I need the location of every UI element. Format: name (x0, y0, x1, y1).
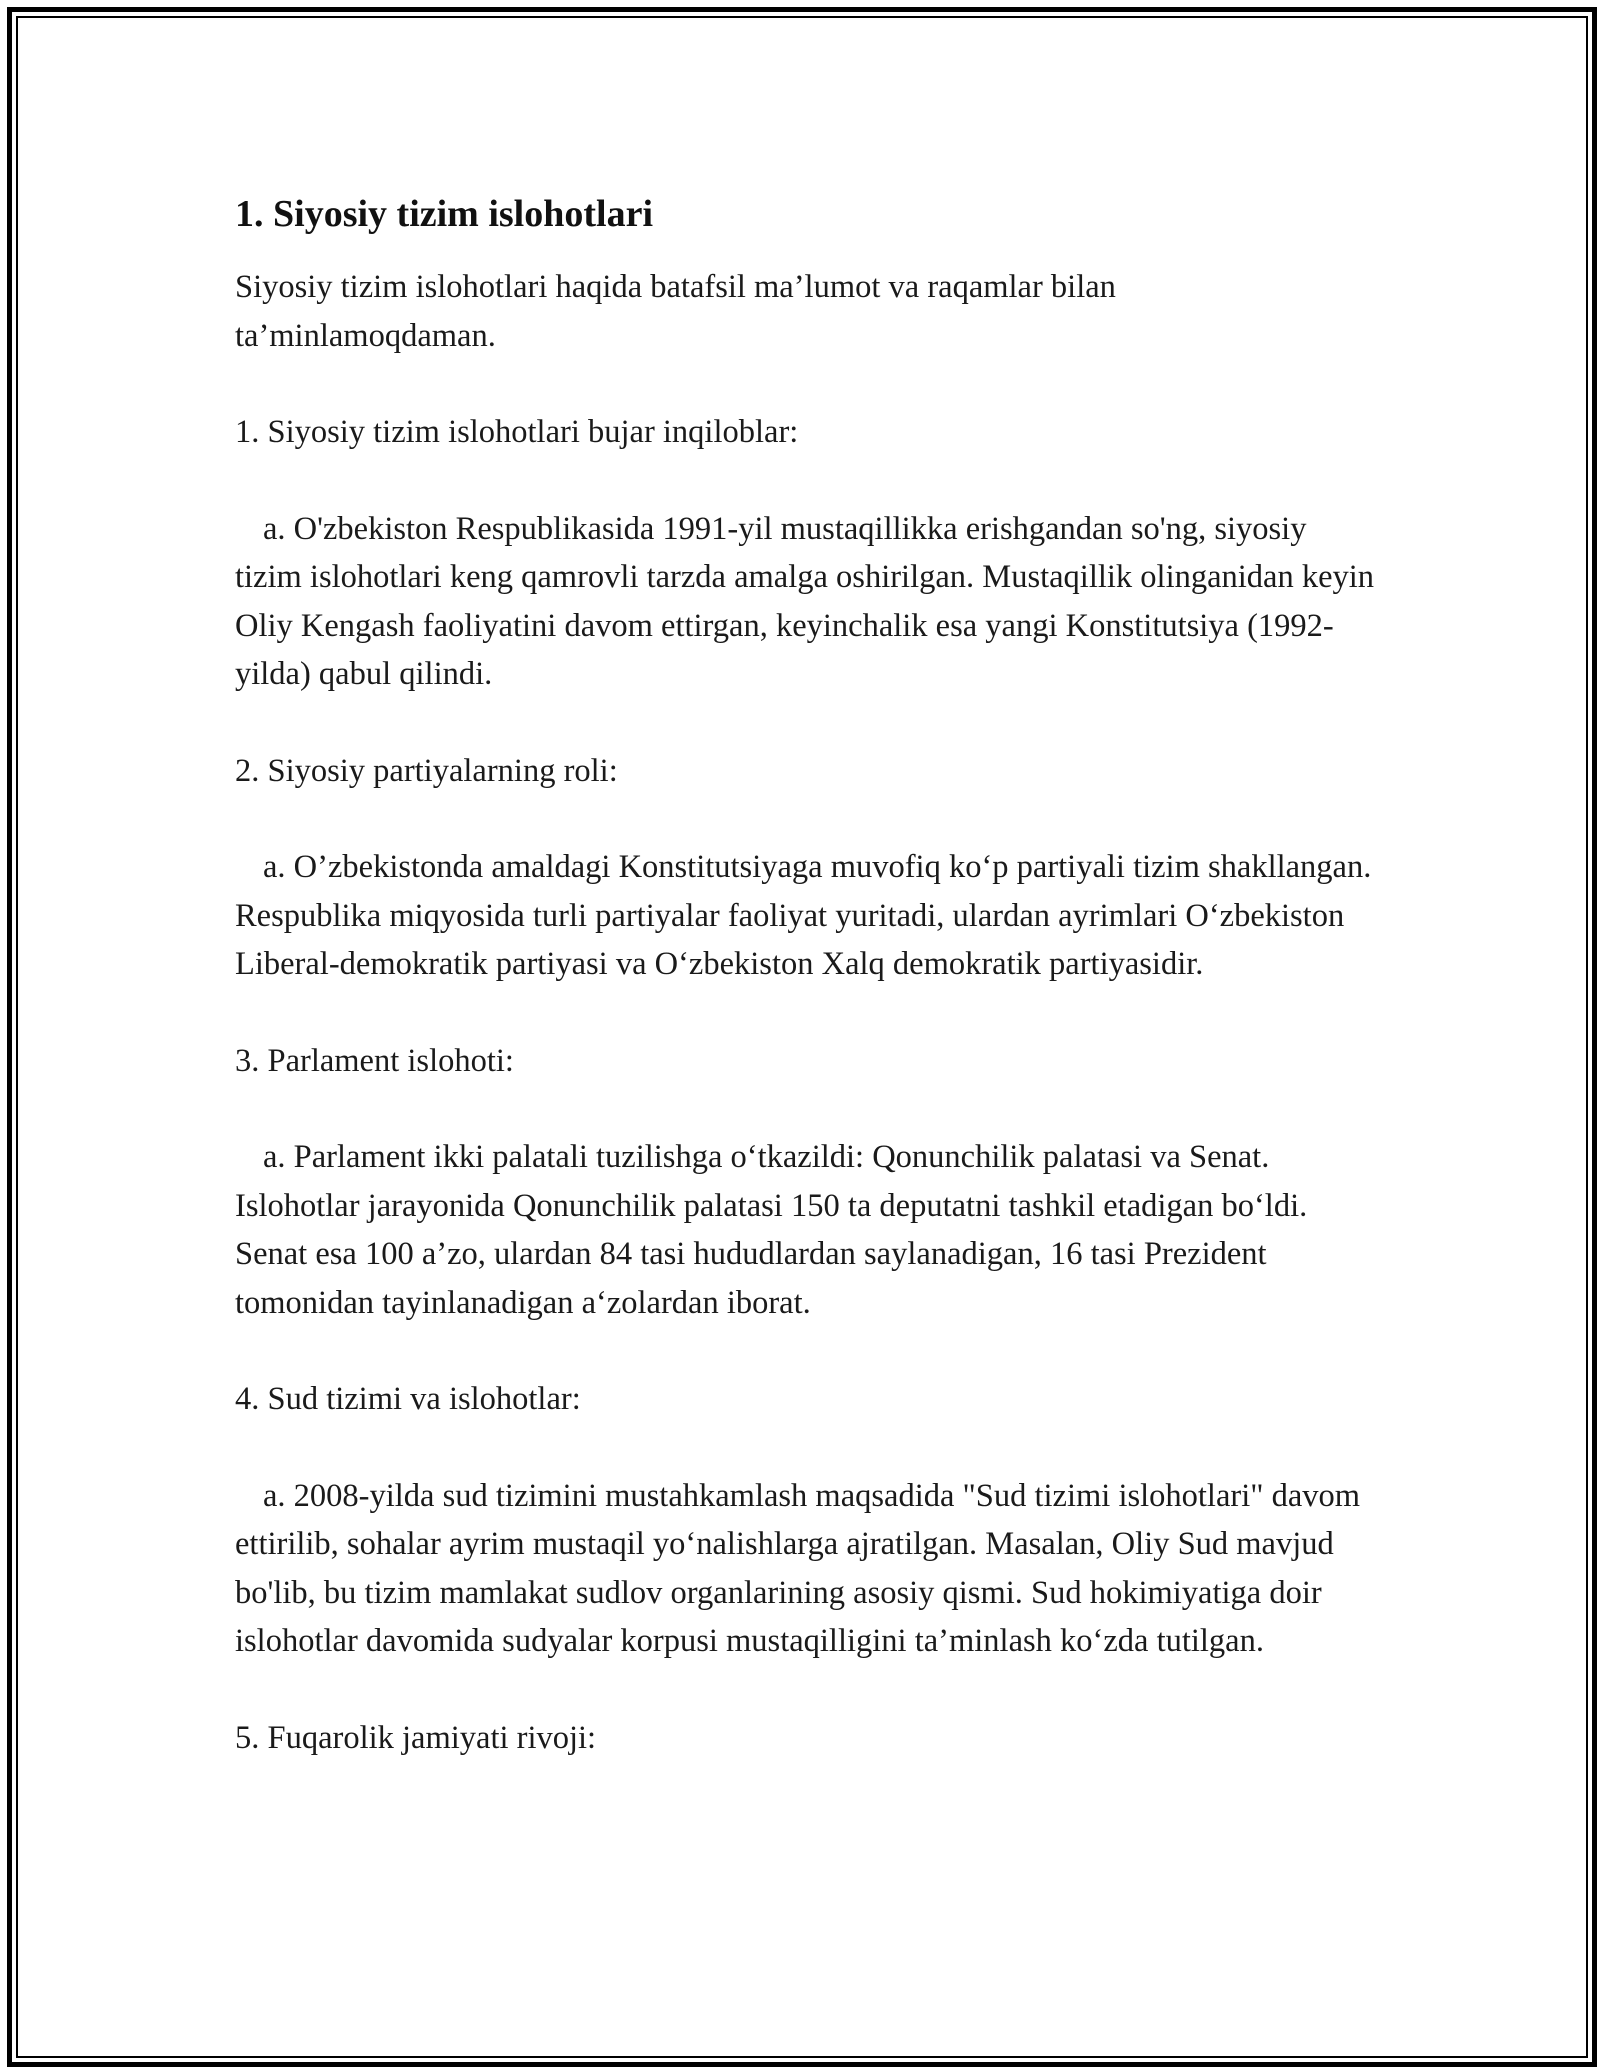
section-item-4: a. 2008-yilda sud tizimini mustahkamlash maqsadida "Sud tizimi islohotlari" davom ettirilib, sohalar ayrim mustaqil yo‘nalishlarga ajratilgan. Masalan, Oliy Sud mavjud bo'lib, bu tizim mamlakat sudlov organlarining asosiy qismi. Sud hokimiyatiga doir islohotlar davomida sudyalar korpusi mustaqilligini ta’minlash ko‘zda tutilgan. (235, 1477, 1361, 1659)
section-heading-2: 2. Siyosiy partiyalarning roli: (235, 752, 618, 789)
section-item-1: a. O'zbekiston Respublikasida 1991-yil mustaqillikka erishgandan so'ng, siyosiy tizim islohotlari keng qamrovli tarzda amalga oshirilgan. Mustaqillik olinganidan keyin Oliy Kengash faoliyatini davom ettirgan, keyinchalik esa yangi Konstitutsiya (1992-yilda) qabul qilindi. (235, 510, 1375, 692)
intro-paragraph: Siyosiy tizim islohotlari haqida batafsil ma’lumot va raqamlar bilan ta’minlamoqdaman. (235, 269, 1116, 354)
section-item-2: a. O’zbekistonda amaldagi Konstitutsiyaga muvofiq ko‘p partiyali tizim shakllangan. Respublika miqyosida turli partiyalar faoliyat yuritadi, ulardan ayrimlari O‘zbekiston Liberal-demokratik partiyasi va O‘zbekiston Xalq demokratik partiyasidir. (235, 849, 1372, 982)
document-title: 1. Siyosiy tizim islohotlari (235, 193, 653, 235)
section-item-3: a. Parlament ikki palatali tuzilishga o‘tkazildi: Qonunchilik palatasi va Senat. Islohotlar jarayonida Qonunchilik palatasi 150 ta deputatni tashkil etadigan bo‘ldi. Senat esa 100 a’zo, ulardan 84 tasi hududlardan saylanadigan, 16 tasi Prezident tomonidan tayinlanadigan a‘zolardan iborat. (235, 1139, 1308, 1321)
document-body (235, 187, 1375, 1762)
section-heading-3: 3. Parlament islohoti: (235, 1042, 514, 1079)
section-heading-4: 4. Sud tizimi va islohotlar: (235, 1381, 581, 1417)
section-heading-5: 5. Fuqarolik jamiyati rivoji: (235, 1719, 597, 1756)
section-heading-1: 1. Siyosiy tizim islohotlari bujar inqiloblar: (235, 414, 799, 450)
